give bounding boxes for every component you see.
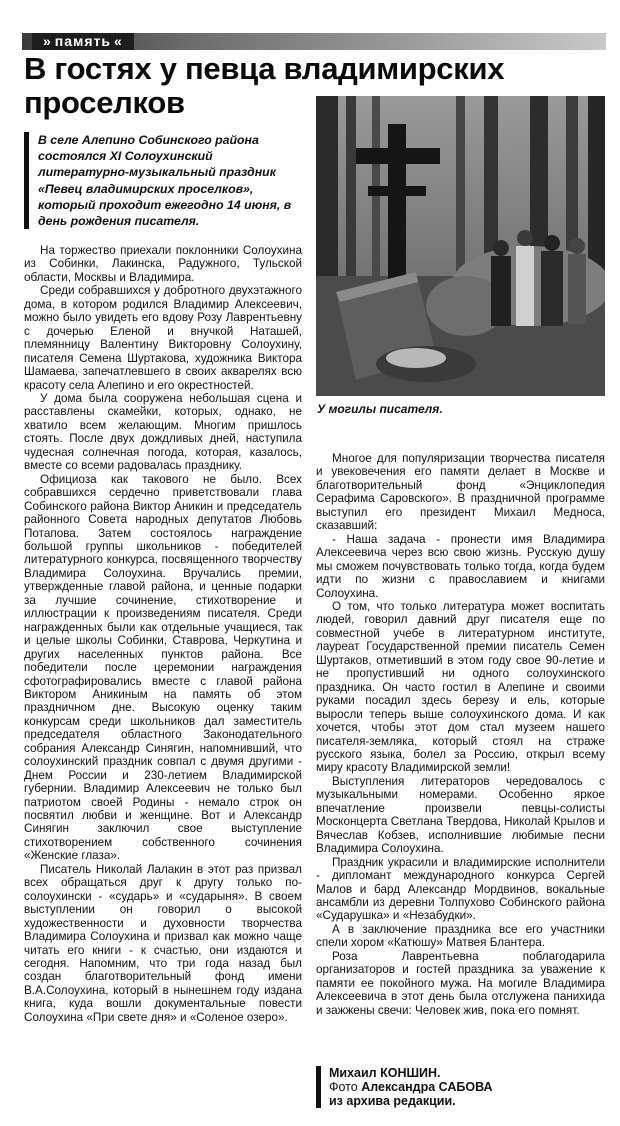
article-lead [24, 132, 303, 229]
paragraph: О том, что только литература может воспитать людей, говорил давний друг писателя еще по совместной учебе в литературном институте, лауреат Государственной премии писатель Семен Шуртаков, отметивший в этом году свое 90-летие и не пропустивший ни одного солоухинского праздника. Он часто гостил в Алепине и своими руками посадил здесь березу и ель, которые выросли теперь выше солоухинского дома. И как хочется, чтобы этот дом стал музеем нашего писателя-земляка, который стоял на страже русского языка, болел за Россию, открыл всему миру красоту Владимирской земли! [316, 599, 605, 775]
rubric-arrows-right: « [114, 33, 123, 49]
photo-credit-prefix: Фото [329, 1080, 358, 1094]
column-right [316, 452, 605, 1017]
paragraph: Праздник украсили и владимирские исполнители - дипломант международного конкурса Сергей Малов и бард Александр Мордвинов, вокальные ансамбли из деревни Толпухово Собинского района «Сударушка» и «Незабудки». [316, 855, 605, 923]
author-name: Михаил КОНШИН. [329, 1066, 441, 1080]
article-credits [316, 1066, 493, 1108]
rubric-arrows-left: » [43, 33, 52, 49]
lead-text: В селе Алепино Собинского района состоялся XI Солоухинский литературно-музыкальный праздник «Певец владимирских проселков», который проходит ежегодно 14 июня, в день рождения писателя. [38, 133, 292, 229]
article-headline: В гостях у певца владимирских проселков [24, 51, 505, 120]
paragraph: Среди собравшихся у добротного двухэтажного дома, в котором родился Владимир Алексеевич, можно было увидеть его вдову Розу Лаврентьевну с дочерью Еленой и внучкой Наташей, племянницу Валентину Викторовну Солоухину, писателя Семена Шуртакова, художника Виктора Шамаева, запечатлевшего в своих акварелях всю красоту села Алепино и его окрестностей. [24, 284, 302, 392]
paragraph: На торжество приехали поклонники Солоухина из Собинки, Лакинска, Радужного, Тульской области, Москвы и Владимира. [24, 244, 302, 284]
photo-credit [329, 1080, 493, 1094]
paragraph: Роза Лаврентьевна поблагодарила организаторов и гостей праздника за уважение к памяти ее покойного мужа. На могиле Владимира Алексеевича в этот день была отслужена панихида и зажжены свечи: Человек жив, пока его помнят. [316, 949, 605, 1017]
paragraph: У дома была сооружена небольшая сцена и расставлены скамейки, которых, однако, не хватило всем желающим. Многим пришлось стоять. После двух дождливых дней, наступила чудесная солнечная погода, которая, казалось, вместе со всеми радовалась празднику. [24, 391, 302, 473]
rubric-label [32, 33, 134, 50]
rubric-text: память [54, 33, 112, 49]
column-left [24, 244, 302, 1024]
photo-source: из архива редакции. [329, 1094, 456, 1108]
paragraph: - Наша задача - пронести имя Владимира Алексеевича через всю свою жизнь. Русскую душу мы сможем почувствовать только тогда, когда будем идти по жизни с православием и книгами Солоухина. [316, 532, 605, 600]
grave-cross-photo [316, 96, 605, 396]
paragraph: А в заключение праздника все его участники спели хором «Катюшу» Матвея Блантера. [316, 922, 605, 950]
paragraph: Писатель Николай Лалакин в этот раз призвал всех обращаться друг к другу только по-солоухински - «сударь» и «сударыня». В своем выступлении он говорил о высокой художественности и духовности творчества Владимира Солоухина и призвал как можно чаще читать его книги - к счастью, они издаются и сегодня. Напомним, что три года назад был создан благотворительный фонд имени В.А.Солоухина, который в нынешнем году издана книга, куда вошли документальные повести Солоухина «При свете дня» и «Соленое озеро». [24, 862, 302, 1024]
photo-illustration [316, 96, 605, 396]
photo-caption: У могилы писателя. [317, 402, 443, 416]
paragraph: Официоза как такового не было. Всех собравшихся сердечно приветствовали глава Собинского района Виктор Аникин и председатель районного Совета народных депутатов Любовь Потапова. Затем состоялось награждение большой группы школьников - победителей литературного конкурса, посвященного творчеству Владимира Солоухина. Вручались премии, утвержденные главой района, и ценные подарки за лучшие сочинение, стихотворение и иллюстрации к произведениям писателя. Среди награжденных были как отдельные учащиеся, так и целые школы Собинки, Ставрова, Черкутина и других населенных пунктов района. Все победители после церемонии награждения сфотографировались вместе с главой района Виктором Аникиным на память об этом праздничном дне. Высокую оценку таким конкурсам среди школьников дал заместитель председателя областного Законодательного собрания Александр Синягин, напомнивший, что солоухинский праздник совпал с двумя другими - Днем России и 230-летием Владимирской губернии. Владимир Алексеевич не только был патриотом своей Родины - немало строк он посвятил любви и женщине. Вот и Александр Синягин заключил свое выступление стихотворением собственного сочинения «Женские глаза». [24, 472, 302, 863]
paragraph: Многое для популяризации творчества писателя и увековечения его памяти делает в Москве и благотворительный фонд «Энциклопедия Серафима Саровского». В праздничной программе выступил его президент Михаил Медноса, сказавший: [316, 452, 605, 533]
photographer-name: Александра САБОВА [361, 1080, 493, 1094]
paragraph: Выступления литераторов чередовалось с музыкальными номерами. Особенно яркое впечатление произвели певцы-солисты Москонцерта Светлана Твердова, Николай Крылов и Вячеслав Кобзев, исполнившие любимые песни Владимира Солоухина. [316, 774, 605, 856]
